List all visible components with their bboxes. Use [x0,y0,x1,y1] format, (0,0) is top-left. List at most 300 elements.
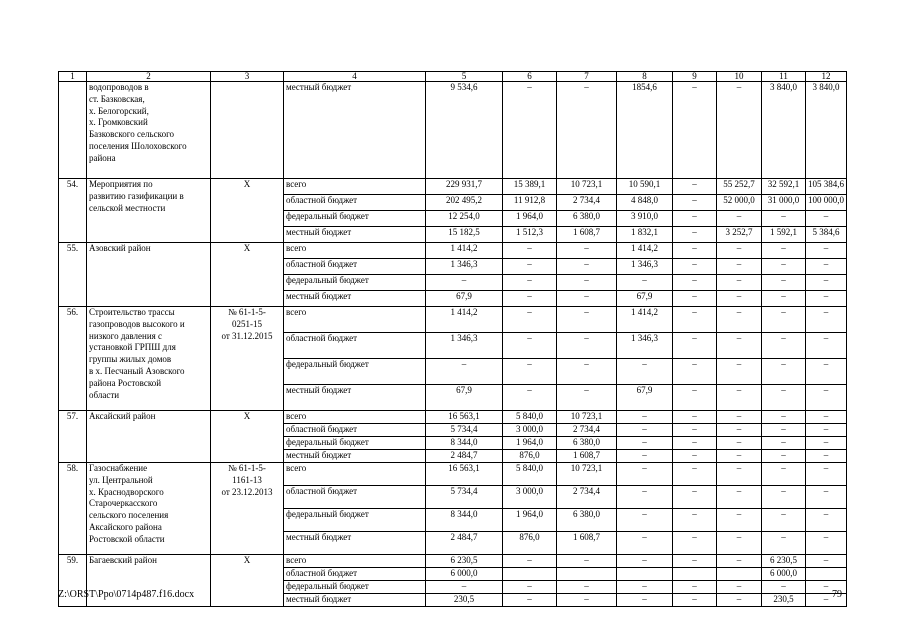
amount-cell: 876,0 [503,532,557,555]
amount-cell: 6 230,5 [426,555,503,568]
contract-number [211,307,284,411]
amount-cell: 8 344,0 [426,509,503,532]
amount-cell: – [617,463,673,486]
amount-cell: 67,9 [426,291,503,307]
amount-cell: 67,9 [617,291,673,307]
amount-cell: – [762,333,806,359]
funding-source: всего [284,179,426,195]
amount-cell: 6 380,0 [557,211,617,227]
amount-cell: – [717,291,762,307]
amount-cell: – [717,532,762,555]
amount-cell: – [717,359,762,385]
column-header: 7 [557,72,617,82]
amount-cell: – [762,411,806,424]
amount-cell: 1 346,3 [617,259,673,275]
funding-source: всего [284,555,426,568]
table-row [59,82,847,179]
funding-source: местный бюджет [284,291,426,307]
amount-cell: 1 346,3 [617,333,673,359]
amount-cell: – [762,385,806,411]
object-name [87,179,211,243]
funding-source: местный бюджет [284,82,426,179]
amount-cell: – [806,359,847,385]
object-name-line: Мероприятия по [89,179,153,189]
amount-cell: – [806,437,847,450]
row-number: 55. [59,243,87,307]
object-name-line: района Ростовской [89,377,162,388]
funding-source: местный бюджет [284,532,426,555]
object-name-line: Аксайский район [89,411,156,421]
column-header: 6 [503,72,557,82]
amount-cell: – [806,594,847,607]
amount-cell: – [503,333,557,359]
amount-cell: 10 723,1 [557,463,617,486]
amount-cell: – [673,581,717,594]
row-number: 57. [59,411,87,463]
contract-number-line: X [243,243,251,253]
amount-cell: 12 254,0 [426,211,503,227]
object-name-line: х. Громковский [89,117,148,128]
amount-cell: – [617,581,673,594]
amount-cell: 6 000,0 [426,568,503,581]
amount-cell: 1 414,2 [617,243,673,259]
amount-cell: 32 592,1 [762,179,806,195]
amount-cell: – [762,307,806,333]
amount-cell: 6 000,0 [762,568,806,581]
amount-cell: – [717,307,762,333]
contract-number [211,463,284,555]
row-number: 59. [59,555,87,607]
amount-cell: – [503,555,557,568]
amount-cell: – [717,486,762,509]
amount-cell: – [717,82,762,179]
amount-cell [717,568,762,581]
amount-cell: 3 000,0 [503,424,557,437]
amount-cell: 230,5 [426,594,503,607]
file-path: Z:\ORST\Ppo\0714p487.f16.docx [58,589,195,600]
amount-cell: – [673,463,717,486]
amount-cell: – [673,307,717,333]
amount-cell: 6 230,5 [762,555,806,568]
amount-cell: – [426,275,503,291]
funding-source: областной бюджет [284,333,426,359]
amount-cell: – [503,307,557,333]
amount-cell: – [762,243,806,259]
amount-cell: – [762,581,806,594]
amount-cell: – [503,291,557,307]
table-row [59,179,847,195]
contract-number-line: X [243,555,251,565]
amount-cell: – [673,411,717,424]
amount-cell: – [673,179,717,195]
column-header: 1 [59,72,87,82]
amount-cell: 3 840,0 [806,82,847,179]
amount-cell: 67,9 [617,385,673,411]
amount-cell: – [617,486,673,509]
object-name-line: х. Краснодворского [89,486,164,497]
contract-number [211,179,284,243]
object-name [87,82,211,179]
column-header: 12 [806,72,847,82]
funding-source: всего [284,243,426,259]
amount-cell: 876,0 [503,450,557,463]
amount-cell: – [503,82,557,179]
object-name-line: сельского поселения [89,510,169,521]
object-name-line: поселения Шолоховского [89,140,187,151]
amount-cell: 16 563,1 [426,463,503,486]
amount-cell: – [557,243,617,259]
object-name-line: х. Белогорский, [89,105,149,116]
amount-cell: 1 964,0 [503,437,557,450]
amount-cell: 1 964,0 [503,509,557,532]
amount-cell: – [673,243,717,259]
amount-cell: 100 000,0 [806,195,847,211]
object-name-line: в х. Песчаный Азовского [89,365,185,376]
amount-cell: 67,9 [426,385,503,411]
funding-source: всего [284,463,426,486]
amount-cell: – [503,594,557,607]
object-name-line: группы жилых домов [89,354,172,365]
row-number: 56. [59,307,87,411]
amount-cell: – [806,532,847,555]
amount-cell: – [426,359,503,385]
contract-number-line: X [243,411,251,421]
amount-cell: – [806,385,847,411]
object-name [87,307,211,411]
amount-cell: – [762,259,806,275]
amount-cell: 2 734,4 [557,195,617,211]
column-header: 8 [617,72,673,82]
amount-cell: – [503,359,557,385]
amount-cell: – [717,463,762,486]
amount-cell: – [762,437,806,450]
amount-cell: – [617,424,673,437]
amount-cell: – [717,333,762,359]
column-header: 4 [284,72,426,82]
contract-number-line: от 31.12.2015 [221,330,273,341]
contract-number-line: от 23.12.2013 [221,486,273,497]
amount-cell: – [806,581,847,594]
contract-number-line: № 61-1-5- [228,307,266,317]
funding-source: местный бюджет [284,594,426,607]
amount-cell: 3 000,0 [503,486,557,509]
amount-cell: 6 380,0 [557,509,617,532]
amount-cell: – [806,333,847,359]
amount-cell: – [426,581,503,594]
column-header: 2 [87,72,211,82]
amount-cell: – [557,82,617,179]
amount-cell [673,568,717,581]
amount-cell: – [717,424,762,437]
amount-cell: 1 592,1 [762,227,806,243]
object-name [87,243,211,307]
amount-cell: 1 414,2 [617,307,673,333]
amount-cell: – [673,450,717,463]
amount-cell: 10 590,1 [617,179,673,195]
amount-cell: – [762,532,806,555]
amount-cell: – [717,450,762,463]
table-row [59,307,847,333]
amount-cell: – [717,437,762,450]
amount-cell: 1 414,2 [426,243,503,259]
amount-cell: 6 380,0 [557,437,617,450]
amount-cell: – [762,211,806,227]
amount-cell: – [673,486,717,509]
amount-cell: – [557,333,617,359]
table-row [59,243,847,259]
amount-cell: – [717,243,762,259]
amount-cell: – [617,509,673,532]
funding-source: всего [284,307,426,333]
amount-cell: – [673,211,717,227]
amount-cell: 55 252,7 [717,179,762,195]
amount-cell: 1 414,2 [426,307,503,333]
object-name-line: Азовский район [89,243,151,253]
funding-source: федеральный бюджет [284,359,426,385]
amount-cell: – [673,437,717,450]
contract-number-line: № 61-1-5- [228,463,266,473]
table-row [59,411,847,424]
amount-cell [617,568,673,581]
amount-cell: 1 832,1 [617,227,673,243]
funding-source: всего [284,411,426,424]
amount-cell: 1 608,7 [557,532,617,555]
amount-cell: – [673,291,717,307]
funding-source: федеральный бюджет [284,581,426,594]
amount-cell: – [557,359,617,385]
amount-cell: – [617,437,673,450]
amount-cell: 2 734,4 [557,486,617,509]
amount-cell: – [762,463,806,486]
object-name-line: ул. Центральной [89,474,153,485]
amount-cell: – [673,424,717,437]
amount-cell: – [617,555,673,568]
funding-source: федеральный бюджет [284,437,426,450]
funding-source: областной бюджет [284,424,426,437]
amount-cell: – [762,359,806,385]
funding-source: местный бюджет [284,450,426,463]
amount-cell: – [806,211,847,227]
funding-source: областной бюджет [284,568,426,581]
column-header: 9 [673,72,717,82]
amount-cell: – [717,581,762,594]
amount-cell: 230,5 [762,594,806,607]
amount-cell: – [806,509,847,532]
amount-cell: – [557,275,617,291]
amount-cell: – [673,385,717,411]
amount-cell: – [673,555,717,568]
object-name-line: Ростовской области [89,533,165,544]
amount-cell: – [806,463,847,486]
object-name-line: ст. Базковская, [89,93,145,104]
amount-cell [806,568,847,581]
amount-cell: – [617,450,673,463]
amount-cell: 15 182,5 [426,227,503,243]
contract-number-line: X [243,179,251,189]
amount-cell: 16 563,1 [426,411,503,424]
amount-cell: – [806,486,847,509]
amount-cell: 3 910,0 [617,211,673,227]
amount-cell: – [673,82,717,179]
column-numbers-row [59,72,847,82]
column-header: 3 [211,72,284,82]
amount-cell: 1 512,3 [503,227,557,243]
amount-cell: 1 346,3 [426,333,503,359]
amount-cell: – [806,243,847,259]
amount-cell: – [717,411,762,424]
amount-cell: – [762,275,806,291]
amount-cell: – [717,259,762,275]
amount-cell: – [673,532,717,555]
amount-cell: – [762,509,806,532]
amount-cell: – [673,195,717,211]
amount-cell: – [806,555,847,568]
object-name-line: Аксайского района [89,521,162,532]
amount-cell: – [806,450,847,463]
object-name-line: развитию газификации в [89,190,184,201]
amount-cell: 1 346,3 [426,259,503,275]
funding-source: федеральный бюджет [284,275,426,291]
object-name-line: Старочеркасского [89,498,158,509]
amount-cell: – [557,291,617,307]
amount-cell: – [806,424,847,437]
amount-cell: 5 384,6 [806,227,847,243]
amount-cell: – [557,385,617,411]
column-header: 5 [426,72,503,82]
object-name-line: Газоснабжение [89,463,148,473]
amount-cell: – [717,385,762,411]
amount-cell: – [762,291,806,307]
amount-cell: – [806,275,847,291]
row-number [59,82,87,179]
object-name-line: водопроводов в [89,82,149,92]
amount-cell: 10 723,1 [557,411,617,424]
budget-table [58,71,847,607]
amount-cell: 1 964,0 [503,211,557,227]
object-name-line: установкой ГРПШ для [89,342,176,353]
amount-cell: – [503,385,557,411]
funding-source: областной бюджет [284,195,426,211]
amount-cell: – [503,275,557,291]
object-name-line: низкого давления с [89,330,163,341]
object-name-line: района [89,152,116,163]
amount-cell: – [557,259,617,275]
column-header: 11 [762,72,806,82]
amount-cell: – [617,594,673,607]
object-name [87,411,211,463]
amount-cell: 3 252,7 [717,227,762,243]
amount-cell: – [806,291,847,307]
object-name-line: Багаевский район [89,555,157,565]
amount-cell: 1 608,7 [557,450,617,463]
contract-number-line: 1161-13 [232,474,262,485]
amount-cell: 5 734,4 [426,486,503,509]
amount-cell: – [717,275,762,291]
amount-cell: 5 734,4 [426,424,503,437]
amount-cell: – [717,594,762,607]
table-row [59,463,847,486]
amount-cell: 3 840,0 [762,82,806,179]
amount-cell: – [503,581,557,594]
amount-cell: – [503,259,557,275]
row-number: 58. [59,463,87,555]
object-name-line: Строительство трассы [89,307,175,317]
object-name-line: сельской местности [89,202,166,213]
table-row [59,555,847,568]
amount-cell: 5 840,0 [503,463,557,486]
amount-cell: 15 389,1 [503,179,557,195]
amount-cell: – [673,275,717,291]
amount-cell: 229 931,7 [426,179,503,195]
amount-cell: – [617,359,673,385]
funding-source: федеральный бюджет [284,509,426,532]
object-name-line: Базковского сельского [89,129,175,140]
amount-cell: – [717,509,762,532]
amount-cell: 9 534,6 [426,82,503,179]
amount-cell [503,568,557,581]
amount-cell: – [673,333,717,359]
contract-number [211,243,284,307]
amount-cell [557,568,617,581]
amount-cell: – [806,259,847,275]
amount-cell: – [806,411,847,424]
amount-cell: – [673,594,717,607]
contract-number [211,82,284,179]
funding-source: федеральный бюджет [284,211,426,227]
amount-cell: 11 912,8 [503,195,557,211]
amount-cell: – [557,594,617,607]
amount-cell: – [617,411,673,424]
amount-cell: – [762,450,806,463]
amount-cell: 4 848,0 [617,195,673,211]
amount-cell: 105 384,6 [806,179,847,195]
column-header: 10 [717,72,762,82]
funding-source: областной бюджет [284,259,426,275]
row-number: 54. [59,179,87,243]
amount-cell: – [762,424,806,437]
contract-number [211,411,284,463]
amount-cell: – [673,359,717,385]
amount-cell: – [762,486,806,509]
amount-cell: 10 723,1 [557,179,617,195]
amount-cell: 2 484,7 [426,450,503,463]
amount-cell: – [717,211,762,227]
amount-cell: – [717,555,762,568]
funding-source: областной бюджет [284,486,426,509]
funding-source: местный бюджет [284,385,426,411]
amount-cell: – [673,509,717,532]
amount-cell: – [806,307,847,333]
amount-cell: 1854,6 [617,82,673,179]
funding-source: местный бюджет [284,227,426,243]
amount-cell: 31 000,0 [762,195,806,211]
amount-cell: – [557,555,617,568]
page-number: 79 [832,589,842,600]
amount-cell: – [617,275,673,291]
amount-cell: – [673,259,717,275]
amount-cell: 202 495,2 [426,195,503,211]
contract-number [211,555,284,607]
amount-cell: – [557,307,617,333]
amount-cell: – [617,532,673,555]
amount-cell: – [673,227,717,243]
amount-cell: 52 000,0 [717,195,762,211]
object-name-line: газопроводов высокого и [89,318,185,329]
amount-cell: 5 840,0 [503,411,557,424]
amount-cell: 2 734,4 [557,424,617,437]
contract-number-line: 0251-15 [232,318,262,329]
amount-cell: 1 608,7 [557,227,617,243]
